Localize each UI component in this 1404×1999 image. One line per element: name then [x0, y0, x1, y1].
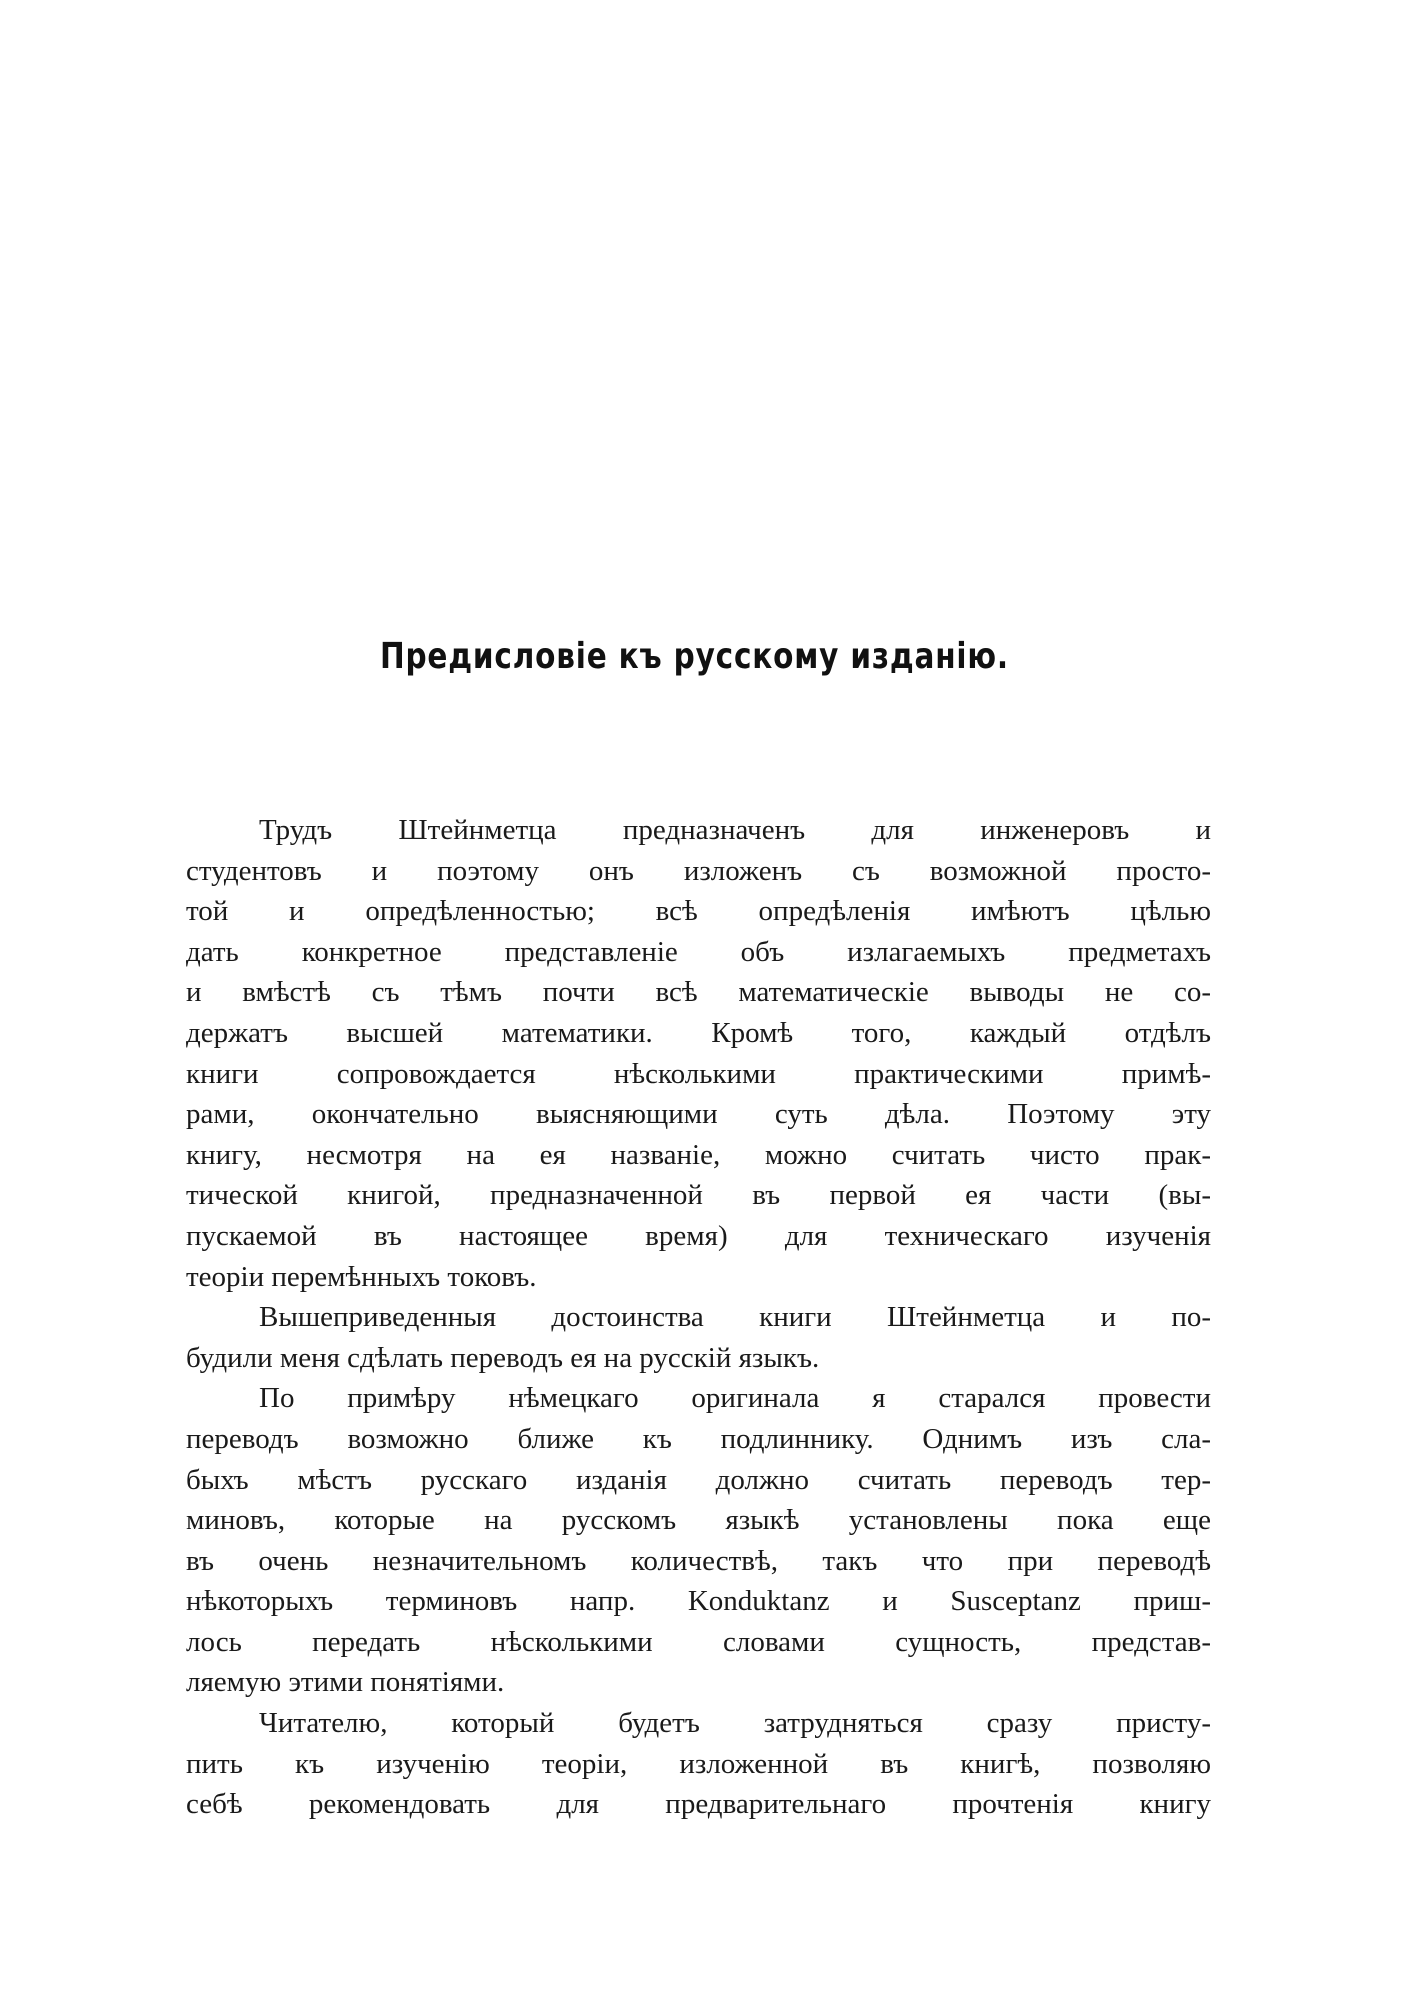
text-line: переводъ возможно ближе къ подлиннику. Однимъ изъ сла- [186, 1422, 1211, 1455]
text-line: держатъ высшей математики. Кромѣ того, каждый отдѣлъ [186, 1016, 1211, 1049]
text-line: Трудъ Штейнметца предназначенъ для инженеровъ и [259, 814, 1211, 846]
text-line: ляемую этими понятіями. [186, 1666, 505, 1699]
text-line: пить къ изученію теоріи, изложенной въ книгѣ, позволяю [186, 1747, 1211, 1780]
text-line: дать конкретное представленіе объ излагаемыхъ предметахъ [186, 935, 1211, 968]
text-line: будили меня сдѣлать переводъ ея на русскій языкъ. [186, 1341, 820, 1374]
text-line: и вмѣстѣ съ тѣмъ почти всѣ математическіе выводы не со- [186, 976, 1211, 1009]
text-line: себѣ рекомендовать для предварительнаго прочтенія книгу [186, 1788, 1211, 1821]
body-text [186, 810, 1211, 1825]
text-line: книгу, несмотря на ея названіе, можно считать чисто прак- [186, 1138, 1211, 1171]
paragraph-1 [186, 810, 1211, 1297]
page-title: Предисловіе къ русскому изданію. [379, 636, 1009, 677]
text-line: книги сопровождается нѣсколькими практическими примѣ- [186, 1057, 1211, 1090]
text-line: нѣкоторыхъ терминовъ напр. Konduktanz и Susceptanz приш- [186, 1585, 1211, 1618]
paragraph-4 [186, 1703, 1211, 1825]
text-line: студентовъ и поэтому онъ изложенъ съ возможной просто- [186, 854, 1211, 887]
text-line: По примѣру нѣмецкаго оригинала я старался провести [259, 1382, 1211, 1415]
text-line: Вышеприведенныя достоинства книги Штейнметца и по- [259, 1301, 1211, 1334]
text-line: быхъ мѣстъ русскаго изданія должно считать переводъ тер- [186, 1463, 1211, 1496]
text-line: Читателю, который будетъ затрудняться сразу присту- [259, 1707, 1211, 1740]
text-line: въ очень незначительномъ количествѣ, такъ что при переводѣ [186, 1544, 1211, 1577]
paragraph-3 [186, 1378, 1211, 1703]
text-line: теоріи перемѣнныхъ токовъ. [186, 1260, 537, 1293]
text-line: рами, окончательно выясняющими суть дѣла. Поэтому эту [186, 1098, 1211, 1131]
text-line: пускаемой въ настоящее время) для техническаго изученія [186, 1219, 1211, 1252]
text-line: той и опредѣленностью; всѣ опредѣленія имѣютъ цѣлью [186, 895, 1211, 928]
text-line: тической книгой, предназначенной въ первой ея части (вы- [186, 1179, 1211, 1212]
paragraph-2 [186, 1297, 1211, 1378]
text-line: лось передать нѣсколькими словами сущность, представ- [186, 1625, 1211, 1658]
text-line: миновъ, которые на русскомъ языкѣ установлены пока еще [186, 1504, 1211, 1537]
